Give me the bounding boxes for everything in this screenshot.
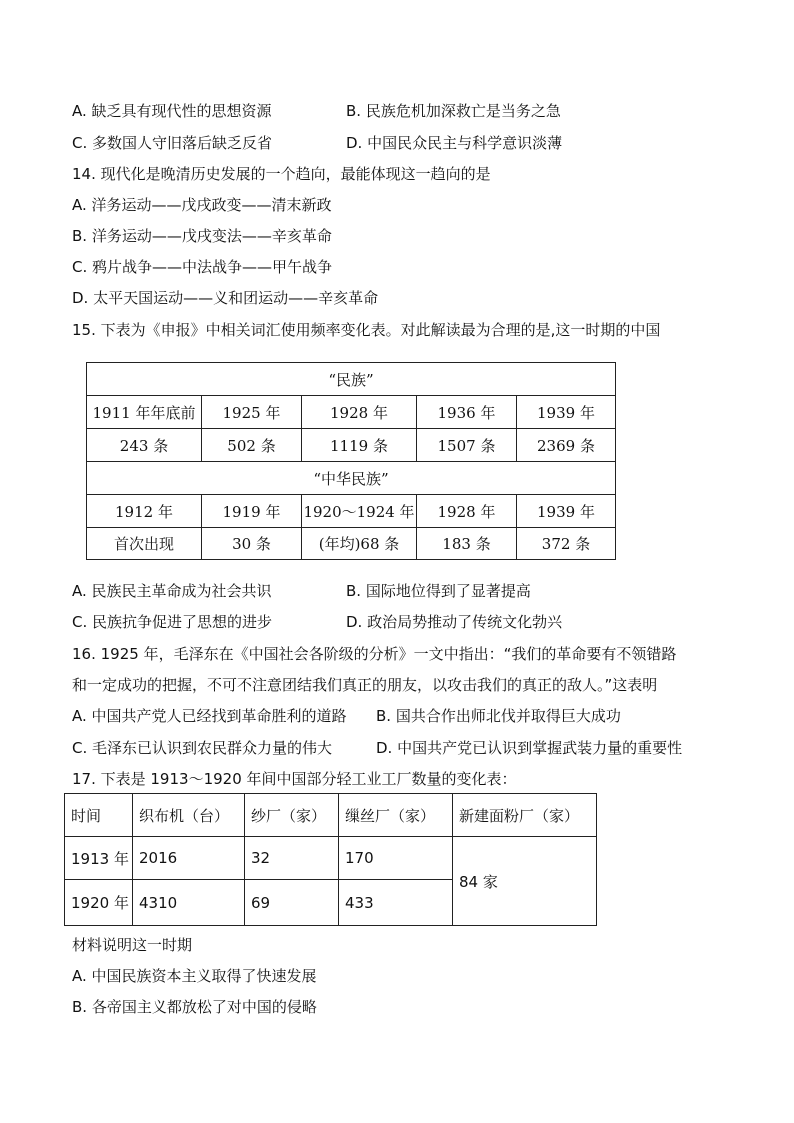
table-cell: 2369 条 [537, 436, 595, 455]
table-cell: 1507 条 [417, 429, 517, 461]
table-cell: 2016 [133, 837, 245, 880]
table-cell: 1919 年 [202, 495, 302, 527]
q15-option-c: C. 民族抗争促进了思想的进步 [72, 613, 273, 631]
q16-stem-line2: 和一定成功的把握，不可不注意团结我们真正的朋友，以攻击我们的真正的敌人。”这表明 [72, 676, 658, 694]
table-cell: 1928 年 [417, 495, 517, 527]
q15-option-b: B. 国际地位得到了显著提高 [346, 582, 531, 600]
q16-stem-line1: 16. 1925 年，毛泽东在《中国社会各阶级的分析》一文中指出：“我们的革命要有不领错路 [72, 645, 677, 663]
q14-option-b: B. 洋务运动——戊戌变法——辛亥革命 [72, 227, 332, 245]
q14-option-a: A. 洋务运动——戊戌政变——清末新政 [72, 196, 332, 214]
q15-option-a: A. 民族民主革命成为社会共识 [72, 582, 272, 600]
table-header-cell: 纱厂（家） [245, 794, 339, 837]
table-header-cell: 时间 [65, 794, 133, 837]
table-cell: 170 [339, 837, 453, 880]
q17-option-b: B. 各帝国主义都放松了对中国的侵略 [72, 998, 317, 1016]
table-cell: 1920～1924 年 [302, 495, 417, 527]
q16-option-a: A. 中国共产党人已经找到革命胜利的道路 [72, 707, 347, 725]
q13-option-b: B. 民族危机加深救亡是当务之急 [346, 102, 561, 120]
table-row [87, 396, 615, 429]
q14-option-d: D. 太平天国运动——义和团运动——辛亥革命 [72, 289, 379, 307]
q15-stem: 15. 下表为《申报》中相关词汇使用频率变化表。对此解读最为合理的是,这一时期的中国 [72, 321, 661, 339]
table-header-minzu: “民族” [328, 370, 374, 389]
table-cell: 1119 条 [302, 429, 417, 461]
table-cell: 1913 年 [65, 837, 133, 880]
q16-option-c: C. 毛泽东已认识到农民群众力量的伟大 [72, 739, 333, 757]
table-row [87, 429, 615, 462]
q14-option-c: C. 鸦片战争——中法战争——甲午战争 [72, 258, 333, 276]
table-cell: 首次出现 [87, 528, 202, 559]
q13-option-d: D. 中国民众民主与科学意识淡薄 [346, 134, 563, 152]
q16-option-d: D. 中国共产党已认识到掌握武装力量的重要性 [376, 739, 683, 757]
table-header-cell: 织布机（台） [133, 794, 245, 837]
q17-factory-table [64, 793, 597, 926]
table-merged-cell: 84 家 [459, 872, 498, 891]
table-cell: (年均)68 条 [302, 528, 417, 559]
table-cell: 1911 年年底前 [87, 396, 202, 428]
table-cell: 69 [245, 880, 339, 925]
table-header-cell: 缫丝厂（家） [339, 794, 453, 837]
table-cell: 1920 年 [65, 880, 133, 925]
table-cell: 502 条 [202, 429, 302, 461]
table-cell: 1925 年 [202, 396, 302, 428]
table-row [87, 462, 615, 495]
table-cell: 433 [339, 880, 453, 925]
table-cell: 1912 年 [87, 495, 202, 527]
q14-stem: 14. 现代化是晚清历史发展的一个趋向，最能体现这一趋向的是 [72, 165, 491, 183]
table-cell: 1928 年 [302, 396, 417, 428]
table-cell: 1939 年 [537, 502, 595, 521]
table-cell: 32 [245, 837, 339, 880]
q17-lead: 材料说明这一时期 [72, 936, 193, 954]
q15-option-d: D. 政治局势推动了传统文化勃兴 [346, 613, 563, 631]
q16-option-b: B. 国共合作出师北伐并取得巨大成功 [376, 707, 621, 725]
q13-option-a: A. 缺乏具有现代性的思想资源 [72, 102, 272, 120]
table-cell: 183 条 [417, 528, 517, 559]
table-cell: 30 条 [202, 528, 302, 559]
table-cell: 1939 年 [537, 403, 595, 422]
table-cell: 243 条 [87, 429, 202, 461]
table-row [87, 528, 615, 559]
q17-stem: 17. 下表是 1913～1920 年间中国部分轻工业工厂数量的变化表： [72, 770, 517, 788]
table-header-zhonghua-minzu: “中华民族” [313, 469, 389, 488]
table-cell: 4310 [133, 880, 245, 925]
q15-frequency-table [86, 362, 616, 560]
q13-option-c: C. 多数国人守旧落后缺乏反省 [72, 134, 273, 152]
table-cell: 372 条 [541, 535, 591, 553]
table-row [87, 363, 615, 396]
table-header-cell: 新建面粉厂（家） [453, 794, 596, 837]
q17-option-a: A. 中国民族资本主义取得了快速发展 [72, 967, 317, 985]
table-row [87, 495, 615, 528]
table-cell: 1936 年 [417, 396, 517, 428]
